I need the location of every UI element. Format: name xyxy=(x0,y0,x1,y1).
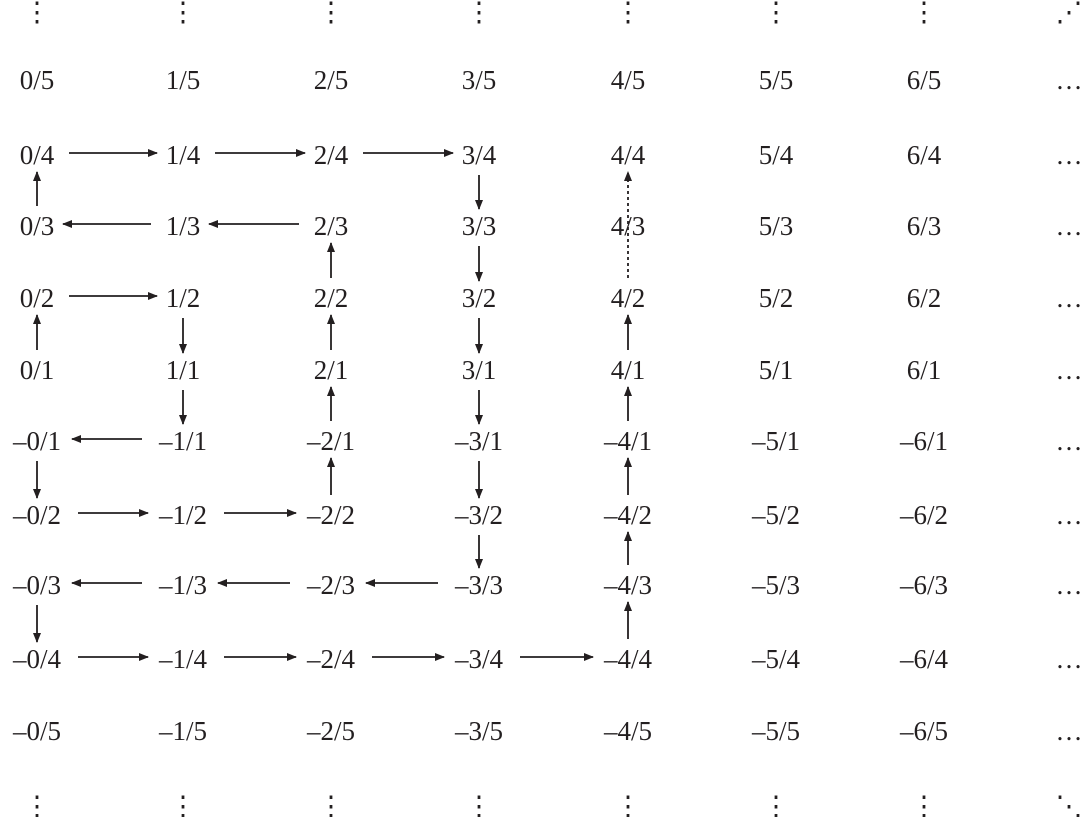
fraction-neg1-2: –1/2 xyxy=(158,500,208,530)
fraction-2-1: 2/1 xyxy=(313,355,349,385)
fraction-neg5-1: –5/1 xyxy=(751,426,801,456)
row-ellipsis: … xyxy=(1055,355,1083,385)
fraction-4-5: 4/5 xyxy=(610,65,646,95)
fraction-0-4: 0/4 xyxy=(19,140,55,170)
bottom-continuation-dots: ⋮ xyxy=(465,791,493,817)
bottom-continuation-dots: ⋮ xyxy=(317,791,345,817)
label-layer xyxy=(12,0,1083,817)
fraction-neg4-2: –4/2 xyxy=(603,500,653,530)
fraction-6-1: 6/1 xyxy=(906,355,942,385)
fraction-neg4-3: –4/3 xyxy=(603,570,653,600)
fraction-5-2: 5/2 xyxy=(758,283,794,313)
fraction-neg5-5: –5/5 xyxy=(751,716,801,746)
fraction-neg6-1: –6/1 xyxy=(899,426,949,456)
row-ellipsis: … xyxy=(1055,426,1083,456)
fraction-6-2: 6/2 xyxy=(906,283,942,313)
row-ellipsis: … xyxy=(1055,140,1083,170)
fraction-1-4: 1/4 xyxy=(165,140,201,170)
fraction-neg5-2: –5/2 xyxy=(751,500,801,530)
fraction-neg4-5: –4/5 xyxy=(603,716,653,746)
fraction-5-5: 5/5 xyxy=(758,65,794,95)
fraction-0-3: 0/3 xyxy=(19,211,55,241)
bottom-continuation-dots: ⋮ xyxy=(614,791,642,817)
fraction-3-5: 3/5 xyxy=(461,65,497,95)
fraction-neg6-3: –6/3 xyxy=(899,570,949,600)
fraction-neg1-4: –1/4 xyxy=(158,644,208,674)
fraction-4-1: 4/1 xyxy=(610,355,646,385)
fraction-neg4-1: –4/1 xyxy=(603,426,653,456)
fraction-neg6-4: –6/4 xyxy=(899,644,949,674)
fraction-3-3: 3/3 xyxy=(461,211,497,241)
row-ellipsis: … xyxy=(1055,644,1083,674)
fraction-neg1-5: –1/5 xyxy=(158,716,208,746)
fraction-neg6-2: –6/2 xyxy=(899,500,949,530)
fraction-3-2: 3/2 xyxy=(461,283,497,313)
fraction-neg3-1: –3/1 xyxy=(454,426,504,456)
fraction-neg2-3: –2/3 xyxy=(306,570,356,600)
fraction-5-1: 5/1 xyxy=(758,355,794,385)
fraction-neg3-2: –3/2 xyxy=(454,500,504,530)
fraction-0-5: 0/5 xyxy=(19,65,55,95)
fraction-neg6-5: –6/5 xyxy=(899,716,949,746)
fraction-neg2-4: –2/4 xyxy=(306,644,356,674)
fraction-0-1: 0/1 xyxy=(19,355,55,385)
bottom-continuation-dots: ⋱ xyxy=(1055,791,1083,817)
fraction-4-2: 4/2 xyxy=(610,283,646,313)
top-continuation-dots: ⋮ xyxy=(762,0,790,27)
fraction-0-2: 0/2 xyxy=(19,283,55,313)
top-continuation-dots: ⋮ xyxy=(465,0,493,27)
fraction-3-1: 3/1 xyxy=(461,355,497,385)
top-continuation-dots: ⋮ xyxy=(614,0,642,27)
fraction-neg0-2: –0/2 xyxy=(12,500,62,530)
fraction-2-3: 2/3 xyxy=(313,211,349,241)
row-ellipsis: … xyxy=(1055,716,1083,746)
fraction-5-3: 5/3 xyxy=(758,211,794,241)
bottom-continuation-dots: ⋮ xyxy=(910,791,938,817)
top-continuation-dots: ⋮ xyxy=(317,0,345,27)
fraction-1-5: 1/5 xyxy=(165,65,201,95)
fraction-2-2: 2/2 xyxy=(313,283,349,313)
fraction-neg0-5: –0/5 xyxy=(12,716,62,746)
fraction-1-2: 1/2 xyxy=(165,283,201,313)
top-continuation-dots: ⋮ xyxy=(169,0,197,27)
row-ellipsis: … xyxy=(1055,283,1083,313)
bottom-continuation-dots: ⋮ xyxy=(169,791,197,817)
fraction-6-5: 6/5 xyxy=(906,65,942,95)
fraction-neg2-2: –2/2 xyxy=(306,500,356,530)
fraction-neg5-3: –5/3 xyxy=(751,570,801,600)
row-ellipsis: … xyxy=(1055,211,1083,241)
fraction-3-4: 3/4 xyxy=(461,140,497,170)
fraction-2-4: 2/4 xyxy=(313,140,349,170)
top-continuation-dots: ⋰ xyxy=(1055,0,1083,27)
fraction-neg3-5: –3/5 xyxy=(454,716,504,746)
fraction-neg1-1: –1/1 xyxy=(158,426,208,456)
fraction-neg3-3: –3/3 xyxy=(454,570,504,600)
fraction-5-4: 5/4 xyxy=(758,140,794,170)
fraction-neg2-1: –2/1 xyxy=(306,426,356,456)
fraction-neg0-1: –0/1 xyxy=(12,426,62,456)
fraction-6-3: 6/3 xyxy=(906,211,942,241)
fraction-neg1-3: –1/3 xyxy=(158,570,208,600)
top-continuation-dots: ⋮ xyxy=(910,0,938,27)
fraction-2-5: 2/5 xyxy=(313,65,349,95)
fraction-neg0-4: –0/4 xyxy=(12,644,62,674)
fraction-4-4: 4/4 xyxy=(610,140,646,170)
row-ellipsis: … xyxy=(1055,500,1083,530)
fraction-neg3-4: –3/4 xyxy=(454,644,504,674)
fraction-6-4: 6/4 xyxy=(906,140,942,170)
fraction-neg2-5: –2/5 xyxy=(306,716,356,746)
bottom-continuation-dots: ⋮ xyxy=(762,791,790,817)
fraction-neg5-4: –5/4 xyxy=(751,644,801,674)
top-continuation-dots: ⋮ xyxy=(23,0,51,27)
fraction-4-3: 4/3 xyxy=(610,211,646,241)
bottom-continuation-dots: ⋮ xyxy=(23,791,51,817)
fraction-1-1: 1/1 xyxy=(165,355,201,385)
row-ellipsis: … xyxy=(1055,570,1083,600)
row-ellipsis: … xyxy=(1055,65,1083,95)
fraction-neg0-3: –0/3 xyxy=(12,570,62,600)
fraction-neg4-4: –4/4 xyxy=(603,644,653,674)
fraction-1-3: 1/3 xyxy=(165,211,201,241)
